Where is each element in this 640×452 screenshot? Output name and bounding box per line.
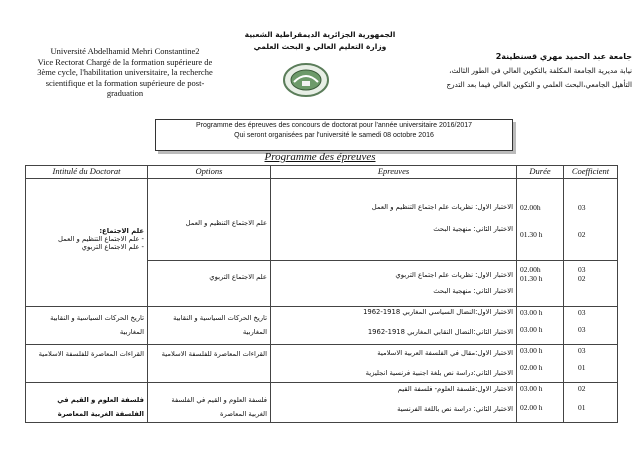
doctorat-cell: القراءات المعاصرة للفلسفة الاسلامية: [26, 345, 148, 383]
table-header-row: [26, 166, 618, 179]
republic-title: الجمهورية الجزائرية الديمقراطية الشعبية: [244, 30, 396, 39]
epreuve-line: الاختبار الاول:مقال في الفلسفة العربية الاسلامية: [377, 349, 513, 357]
doctorat-line: - علم الاجتماع التربوي: [81, 243, 144, 251]
duree-value: 03.00 h: [520, 384, 543, 393]
coef-cell: [564, 383, 618, 423]
col-header-duree: Durée: [517, 166, 564, 179]
coef-cell: [564, 179, 618, 261]
col-header-epreuves: Epreuves: [271, 166, 517, 179]
duree-cell: [517, 345, 564, 383]
option-cell: علم الاجتماع التنظيم و العمل: [148, 179, 271, 261]
epreuves-table: [25, 165, 618, 423]
option-cell: علم الاجتماع التربوي: [148, 261, 271, 307]
coef-value: 02: [578, 274, 586, 283]
coef-value: 03: [578, 308, 586, 317]
epreuves-cell: [271, 383, 517, 423]
arabic-right-header: [392, 50, 632, 92]
epreuve-line: الاختبار الثاني: منهجية البحث: [433, 225, 513, 233]
doctorat-line: علم الاجتماع:: [99, 227, 144, 235]
coef-value: 01: [578, 403, 586, 412]
fr-line: scientifique et la formation supérieure de post-: [45, 77, 205, 88]
doctorat-cell: فلسفة العلوم و القيم في الفلسفة الغربية المعاصرة: [26, 383, 148, 423]
coef-value: 02: [578, 230, 586, 239]
table-row: [26, 345, 618, 383]
epreuve-line: الاختبار الثاني:النضال النقابي المغاربي 1918-1962: [367, 328, 513, 336]
doctorat-line: - علم الاجتماع التنظيم و العمل: [58, 235, 144, 243]
duree-value: 03.00 h: [520, 325, 543, 334]
duree-value: 02.00h: [520, 203, 541, 212]
program-line-2: Qui seront organisées par l'université le samedi 08 octobre 2016: [234, 132, 434, 139]
epreuve-line: الاختبار الثاني: منهجية البحث: [433, 287, 513, 295]
ministry-title: وزارة التعليم العالي و البحث العلمي: [253, 42, 387, 51]
duree-value: 02.00h: [520, 265, 541, 274]
epreuve-line: الاختبار الثاني: دراسة نص باللغة الفرنسية: [397, 405, 513, 413]
fr-line: 3ème cycle, l'habilitation universitaire, la recherche: [37, 67, 213, 77]
option-cell: القراءات المعاصرة للفلسفة الاسلامية: [148, 345, 271, 383]
option-cell: تاريخ الحركات السياسية و النقابية المغاربية: [148, 307, 271, 345]
epreuve-line: الاختبار الاول: نظريات علم اجتماع التنظيم و العمل: [371, 203, 513, 211]
epreuve-line: الاختبار الاول: نظريات علم اجتماع التربوي: [395, 271, 513, 279]
duree-value: 02.00 h: [520, 363, 543, 372]
epreuves-cell: [271, 179, 517, 261]
coef-value: 03: [578, 203, 586, 212]
col-header-doctorat: Intitulé du Doctorat: [26, 166, 148, 179]
epreuve-line: الاختبار الثاني:دراسة نص بلغة اجنبية فرنسية انجليزية: [365, 369, 513, 377]
table-row: [26, 383, 618, 423]
coef-value: 02: [578, 384, 586, 393]
table-title: Programme des épreuves: [264, 151, 376, 163]
duree-value: 01.30 h: [520, 230, 543, 239]
col-header-options: Options: [148, 166, 271, 179]
duree-value: 03.00 h: [520, 308, 543, 317]
fr-line: Université Abdelhamid Mehri Constantine2: [50, 46, 200, 56]
french-header: [10, 46, 240, 99]
doctorat-cell: تاريخ الحركات السياسية و النقابية المغاربية: [26, 307, 148, 345]
duree-cell: [517, 383, 564, 423]
table-row: [26, 179, 618, 261]
duree-value: 02.00 h: [520, 403, 543, 412]
program-line-1: Programme des épreuves des concours de doctorat pour l'année universitaire 2016/2017: [195, 122, 473, 129]
doctorat-cell: [26, 179, 148, 307]
duree-value: 01.30 h: [520, 274, 543, 283]
coef-value: 03: [578, 325, 586, 334]
duree-cell: [517, 307, 564, 345]
table-row: [26, 307, 618, 345]
epreuves-cell: [271, 345, 517, 383]
duree-cell: [517, 179, 564, 261]
fr-line: graduation: [106, 88, 144, 98]
duree-cell: [517, 261, 564, 307]
fr-line: Vice Rectorat Chargé de la formation supérieure de: [37, 56, 213, 67]
option-cell: فلسفة العلوم و القيم في الفلسفة الغربية المعاصرة: [148, 383, 271, 423]
coef-value: 03: [578, 346, 586, 355]
epreuves-cell: [271, 307, 517, 345]
coef-value: 03: [578, 265, 586, 274]
coef-cell: [564, 261, 618, 307]
epreuve-line: الاختبار الاول:فلسفة العلوم- فلسفة القيم: [397, 385, 513, 393]
ar-line: نيابة مديرية الجامعة المكلفة بالتكوين العالي في الطور الثالث،: [449, 66, 632, 75]
ar-univ-name: جامعة عبد الحميد مهري قسنطينة2: [495, 52, 632, 61]
col-header-coefficient: Coefficient: [564, 166, 618, 179]
duree-value: 03.00 h: [520, 346, 543, 355]
epreuves-cell: [271, 261, 517, 307]
coef-cell: [564, 307, 618, 345]
coef-value: 01: [578, 363, 586, 372]
ar-line: التأهيل الجامعي،البحث العلمي و التكوين العالي فيما بعد التدرج: [446, 80, 632, 89]
epreuve-line: الاختبار الاول:النضال السياسي المغاربي 1918-1962: [363, 308, 513, 316]
university-seal-icon: [282, 62, 330, 98]
coef-cell: [564, 345, 618, 383]
program-box: [155, 119, 513, 151]
